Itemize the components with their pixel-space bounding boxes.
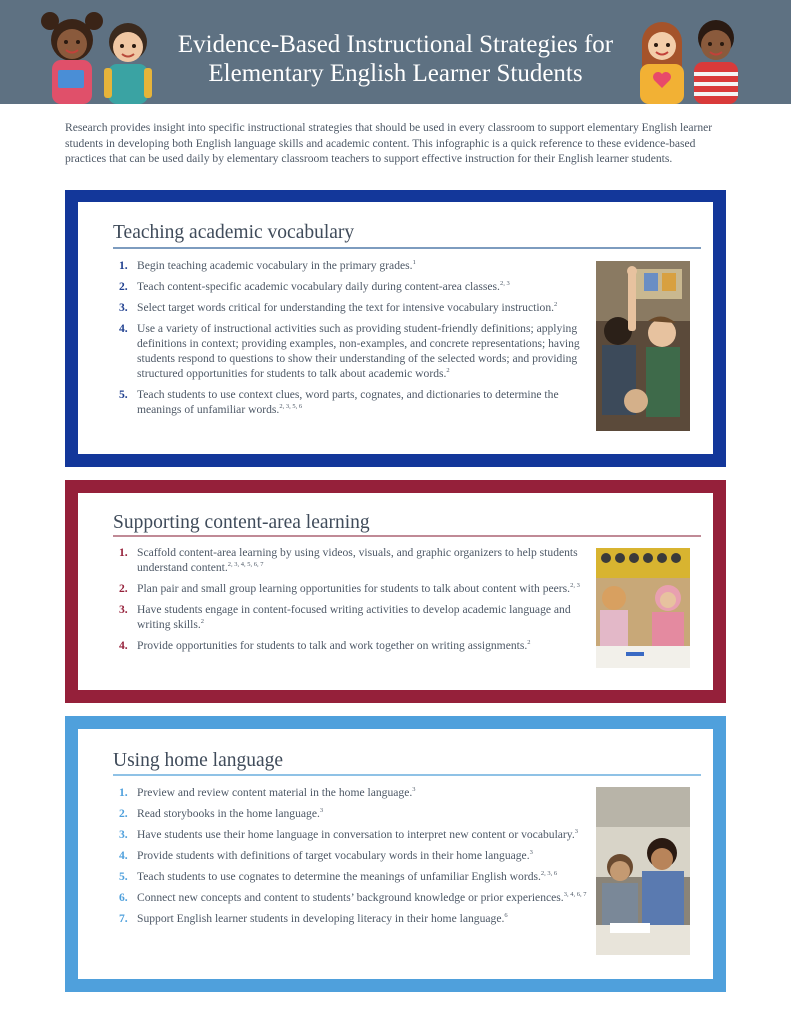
item-number: 6.	[119, 891, 128, 904]
content-area-strategy-list	[113, 545, 593, 659]
item-reference: 2, 3	[499, 280, 510, 287]
intro-paragraph: Research provides insight into specific instructional strategies that should be used in every classroom to support elementary English learner students in developing both English language skills and academic content. This infographic is a quick reference to these evidence-based practices that can be used daily by elementary classroom teachers to support effective instruction for their English learner students.	[65, 121, 713, 165]
list-item	[113, 890, 593, 905]
item-reference: 3	[529, 849, 533, 856]
item-reference: 2, 3, 5, 6	[279, 403, 303, 410]
item-reference: 2	[200, 618, 205, 625]
item-text: Have students use their home language in conversation to interpret new content or vocabulary.	[137, 828, 575, 841]
item-number: 5.	[119, 388, 128, 401]
list-item	[113, 279, 593, 294]
home-language-strategy-list	[113, 785, 593, 932]
list-item	[113, 545, 593, 575]
list-item	[113, 848, 593, 863]
item-reference: 2, 3	[570, 582, 580, 589]
item-number: 3.	[119, 301, 128, 314]
item-text: Use a variety of instructional activities such as providing student-friendly definitions; applying definitions in context; providing examples, non-examples, and concrete representations; having students respond to questions to show their understanding of the selected words; and providing structured opportunities for students to talk about academic words.	[137, 322, 580, 380]
item-number: 7.	[119, 912, 128, 925]
vocabulary-strategy-list	[113, 258, 593, 423]
item-text: Select target words critical for understanding the text for intensive vocabulary instruction.	[137, 301, 555, 314]
list-item	[113, 321, 593, 381]
title-line-1: Evidence-Based Instructional Strategies for	[177, 31, 614, 58]
item-text: Teach students to use cognates to determine the meanings of unfamiliar English words.	[137, 870, 541, 883]
item-number: 2.	[119, 582, 128, 595]
home-language-panel	[65, 716, 726, 992]
girl-student-illustration-2	[630, 12, 694, 104]
item-text: Connect new concepts and content to students’ background knowledge or prior experiences.	[137, 891, 564, 904]
content-area-panel	[65, 480, 726, 703]
item-number: 4.	[119, 639, 128, 652]
title-line-2: Elementary English Learner Students	[208, 60, 583, 87]
section-divider	[113, 535, 701, 537]
page-title	[150, 30, 641, 88]
item-reference: 3	[574, 828, 578, 835]
list-item	[113, 827, 593, 842]
section-divider	[113, 774, 701, 776]
item-reference: 3	[412, 786, 416, 793]
vocabulary-panel	[65, 190, 726, 467]
item-text: Scaffold content-area learning by using videos, visuals, and graphic organizers to help students understand content.	[137, 546, 578, 574]
item-number: 4.	[119, 322, 128, 335]
list-item	[113, 387, 593, 417]
students-writing-photo	[596, 548, 690, 668]
item-number: 1.	[119, 546, 128, 559]
list-item	[113, 869, 593, 884]
list-item	[113, 602, 593, 632]
item-number: 2.	[119, 280, 128, 293]
item-number: 1.	[119, 786, 128, 799]
section-divider	[113, 247, 701, 249]
list-item	[113, 258, 593, 273]
list-item	[113, 806, 593, 821]
item-text: Preview and review content material in the home language.	[137, 786, 413, 799]
girl-student-illustration	[40, 8, 104, 104]
list-item	[113, 785, 593, 800]
list-item	[113, 638, 593, 653]
item-text: Teach content-specific academic vocabulary daily during content-area classes.	[137, 280, 500, 293]
item-reference: 2	[554, 301, 558, 308]
parent-child-reading-photo	[596, 787, 690, 955]
list-item	[113, 911, 593, 926]
item-number: 2.	[119, 807, 128, 820]
item-reference: 3, 4, 6, 7	[563, 891, 587, 898]
item-number: 5.	[119, 870, 128, 883]
list-item	[113, 300, 593, 315]
item-text: Teach students to use context clues, word parts, cognates, and dictionaries to determine the meanings of unfamiliar words.	[137, 388, 559, 416]
item-reference: 1	[412, 259, 416, 266]
classroom-hand-raised-photo	[596, 261, 690, 431]
item-reference: 6	[504, 912, 508, 919]
item-text: Read storybooks in the home language.	[137, 807, 320, 820]
item-text: Provide opportunities for students to talk and work together on writing assignments.	[137, 639, 528, 652]
boy-student-illustration-2	[686, 12, 746, 104]
header-banner	[0, 0, 791, 104]
item-reference: 2, 3, 4, 5, 6, 7	[227, 561, 264, 568]
item-number: 3.	[119, 828, 128, 841]
item-text: Have students engage in content-focused writing activities to develop academic language and writing skills.	[137, 603, 571, 631]
item-number: 4.	[119, 849, 128, 862]
section-title: Supporting content-area learning	[113, 512, 370, 533]
item-text: Begin teaching academic vocabulary in the primary grades.	[137, 259, 413, 272]
item-text: Provide students with definitions of target vocabulary words in their home language.	[137, 849, 530, 862]
item-text: Plan pair and small group learning opportunities for students to talk about content with peers.	[137, 582, 571, 595]
item-reference: 2	[446, 367, 450, 374]
item-reference: 2	[527, 639, 531, 646]
section-title: Using home language	[113, 750, 284, 771]
item-reference: 2, 3, 6	[540, 870, 558, 877]
item-text: Support English learner students in developing literacy in their home language.	[137, 912, 505, 925]
item-number: 1.	[119, 259, 128, 272]
section-title: Teaching academic vocabulary	[113, 222, 355, 243]
list-item	[113, 581, 593, 596]
item-number: 3.	[119, 603, 128, 616]
item-reference: 3	[319, 807, 324, 814]
